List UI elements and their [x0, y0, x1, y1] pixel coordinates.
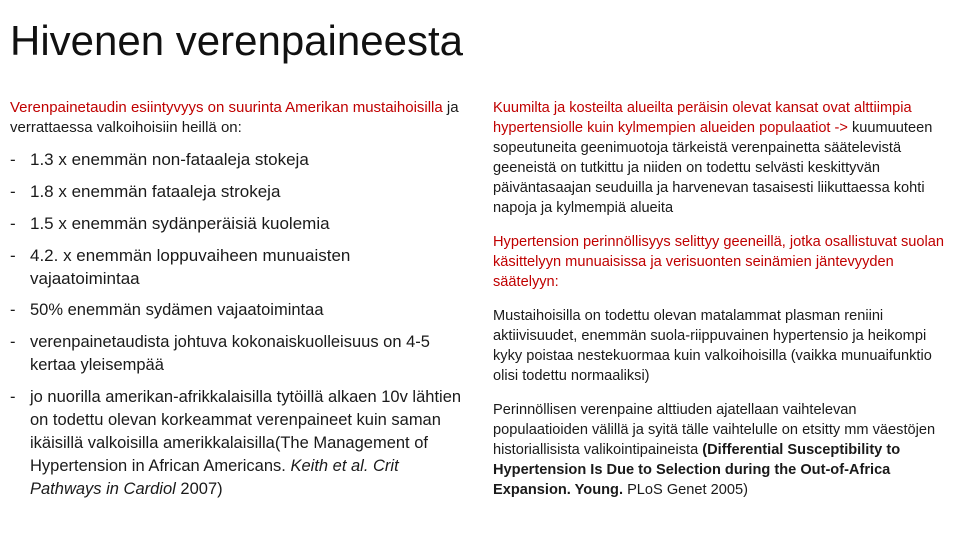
list-item-text: verenpainetaudista johtuva kokonaiskuolleisuus on 4-5 kertaa yleisempää	[30, 333, 430, 374]
selection-tail: PLoS Genet 2005)	[623, 482, 748, 498]
list-item-citation	[30, 386, 462, 501]
selection-text: Perinnöllisen verenpaine alttiuden ajatellaan vaihtelevan populaatioiden välillä ja syitä tälle vaihtelulle on etsitty mm väestöjen historiallisista valikointipaineista	[493, 402, 936, 458]
intro-rest-text: ja verrattaessa valkoihoisiin heillä on:	[10, 99, 459, 136]
page-title: Hivenen verenpaineesta	[10, 17, 463, 64]
citation-body: jo nuorilla amerikan-afrikkalaisilla tytöillä alkaen 10v lähtien on todettu olevan korkeammat verenpaineet kuin saman ikäisillä valkoisilla amerikkalaisilla(The Management of Hypertension in African Americans.	[30, 388, 462, 475]
left-column	[10, 98, 462, 510]
citation-italic: Keith et al. Crit Pathways in Cardiol	[30, 457, 399, 498]
list-dash: -	[10, 333, 16, 351]
list-item	[10, 299, 462, 322]
list-dash: -	[10, 388, 16, 406]
list-item-text: 1.5 x enemmän sydänperäisiä kuolemia	[30, 214, 330, 233]
paragraph-selection	[493, 400, 953, 500]
paragraph-climate	[493, 98, 953, 218]
paragraph-renin: Mustaihoisilla on todettu olevan matalammat plasman reniini aktiivisuudet, enemmän suola-riippuvainen hypertensio ja heikompi kyky poistaa nestekuormaa kuin valkoihoisilla (vaikka munuaifunktio olisi todettu normaaliksi)	[493, 308, 932, 384]
climate-rest-text: kuumuuteen sopeutuneita geenimuotoja tärkeistä verenpainetta säätelevistä geeneistä on tutkittu ja niiden on todettu selvästi keskittyvän päiväntasaajan seuduilla ja harvenevan tasaisesti liikuttaessa kohti napoja ja kylmempiä alueita	[493, 120, 933, 216]
selection-bold-citation: (Differential Susceptibility to Hypertension Is Due to Selection during the Out-of-Africa Expansion. Young.	[493, 442, 901, 498]
citation-year: 2007)	[175, 480, 223, 498]
paragraph-heritability: Hypertension perinnöllisyys selittyy geeneillä, jotka osallistuvat suolan käsittelyyn munuaisissa ja verisuonten seinämien jäntevyyden säätelyyn:	[493, 234, 945, 290]
climate-red-text: Kuumilta ja kosteilta alueilta peräisin olevat kansat ovat alttiimpia hypertensiolle kuin kylmempien alueiden populaatiot ->	[493, 100, 912, 136]
list-dash: -	[10, 150, 16, 169]
list-item	[10, 244, 462, 290]
list-dash: -	[10, 246, 16, 265]
list-item-text: 1.8 x enemmän fataaleja strokeja	[30, 182, 281, 201]
list-item-text: 1.3 x enemmän non-fataaleja stokeja	[30, 150, 309, 169]
list-item-text: 4.2. x enemmän loppuvaiheen munuaisten vajaatoimintaa	[30, 246, 351, 288]
list-dash: -	[10, 301, 16, 319]
list-item	[10, 180, 462, 203]
left-intro	[10, 98, 462, 138]
list-dash: -	[10, 214, 16, 233]
intro-red-text: Verenpainetaudin esiintyvyys on suurinta Amerikan mustaihoisilla	[10, 99, 443, 116]
list-item-text: 50% enemmän sydämen vajaatoimintaa	[30, 301, 324, 319]
list-item	[10, 148, 462, 171]
list-item	[10, 386, 462, 501]
list-item	[10, 212, 462, 235]
list-dash: -	[10, 182, 16, 201]
right-column	[493, 98, 953, 509]
list-item	[10, 331, 462, 377]
